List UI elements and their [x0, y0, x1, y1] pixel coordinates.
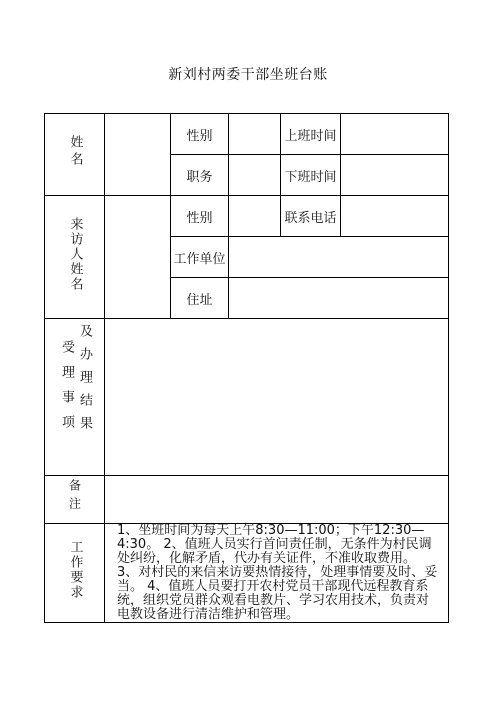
label-gender: 性别 [171, 114, 229, 155]
label-handling-result: 及办理结果 [77, 323, 92, 439]
label-address: 住址 [171, 278, 229, 319]
label-remarks-text: 备注 [67, 478, 82, 515]
label-position: 职务 [171, 155, 229, 196]
visitor-gender-value-cell[interactable] [229, 196, 281, 237]
label-work-unit: 工作单位 [171, 237, 229, 278]
label-contact-phone: 联系电话 [281, 196, 341, 237]
visitor-name-value-cell[interactable] [105, 196, 171, 319]
label-on-duty-time: 上班时间 [281, 114, 341, 155]
label-work-requirements-text: 工作要求 [67, 540, 83, 600]
name-value-cell[interactable] [105, 114, 171, 196]
work-requirements-text: 1、坐班时间为每天上午8:30—11:00；下午12:30—4:30。 2、值班人员实行首问责任制，无条件为村民调处纠纷，化解矛盾，代办有关证件，不准收取费用。 3、对村民的来信来访要热情接待，处理事情要及时、妥当。 4、值班人员要打开农村党员干部现代远程教育系统，组织党员群众观看电教片、学习农用技术，负责对电教设备进行清洁维护和管理。 [105, 524, 449, 623]
label-handling-matters: 受理事项 [59, 339, 74, 440]
contact-phone-value-cell[interactable] [341, 196, 449, 237]
label-remarks [45, 476, 105, 524]
address-value-cell[interactable] [229, 278, 449, 319]
off-duty-time-value-cell[interactable] [341, 155, 449, 196]
gender-value-cell[interactable] [229, 114, 281, 155]
position-value-cell[interactable] [229, 155, 281, 196]
label-visitor-name-text: 来访人姓名 [67, 216, 83, 292]
duty-ledger-table [44, 113, 449, 623]
label-name-text: 姓名 [67, 134, 83, 169]
label-work-requirements [45, 524, 105, 623]
label-name [45, 114, 105, 196]
label-visitor-name [45, 196, 105, 319]
work-unit-value-cell[interactable] [229, 237, 449, 278]
label-off-duty-time: 下班时间 [281, 155, 341, 196]
remarks-value-cell[interactable] [105, 476, 449, 524]
on-duty-time-value-cell[interactable] [341, 114, 449, 155]
handling-result-value-cell[interactable] [105, 319, 449, 476]
page-title: 新刘村两委干部坐班台账 [168, 67, 328, 83]
label-handling [45, 319, 105, 476]
label-visitor-gender: 性别 [171, 196, 229, 237]
